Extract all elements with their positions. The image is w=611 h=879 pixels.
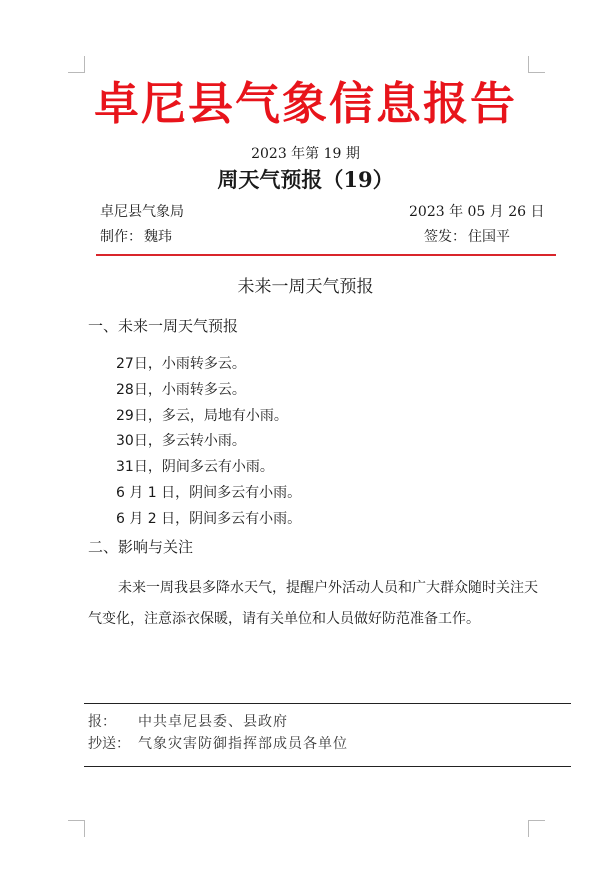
author-name: 魏玮 bbox=[144, 229, 172, 245]
forecast-item: 6 月 1 日，阴间多云有小雨。 bbox=[116, 484, 302, 501]
report-to-value: 中共卓尼县委、县政府 bbox=[138, 714, 288, 730]
forecast-item: 6 月 2 日，阴间多云有小雨。 bbox=[116, 510, 302, 527]
forecast-item: 30日，多云转小雨。 bbox=[116, 433, 246, 450]
crop-mark-top-left bbox=[68, 56, 85, 73]
signer-label: 签发： bbox=[424, 229, 466, 245]
distribution-bottom-rule bbox=[84, 766, 571, 767]
forecast-item: 28日，小雨转多云。 bbox=[116, 381, 246, 398]
section-heading-impact: 二、影响与关注 bbox=[88, 538, 194, 556]
author-label: 制作： bbox=[100, 229, 142, 245]
forecast-item: 27日，小雨转多云。 bbox=[116, 356, 246, 372]
signer-name: 住国平 bbox=[468, 229, 510, 245]
issue-date: 2023 年 05 月 26 日 bbox=[409, 204, 545, 220]
distribution-top-rule bbox=[84, 703, 571, 704]
crop-mark-bottom-right bbox=[528, 820, 545, 837]
issue-number: 2023 年第 19 期 bbox=[251, 146, 360, 162]
crop-mark-bottom-left bbox=[68, 820, 85, 837]
forecast-item: 31日，阴间多云有小雨。 bbox=[116, 459, 274, 476]
signer-line bbox=[424, 227, 510, 247]
masthead-title: 卓尼县气象信息报告 bbox=[93, 77, 517, 130]
document-title: 未来一周天气预报 bbox=[237, 277, 374, 297]
copy-to-label: 抄送： bbox=[88, 736, 130, 752]
impact-paragraph: 未来一周我县多降水天气，提醒户外活动人员和广大群众随时关注天气变化，注意添衣保暖，请有关单位和人员做好防范准备工作。 bbox=[88, 580, 538, 627]
forecast-list bbox=[116, 352, 301, 533]
issuing-organization: 卓尼县气象局 bbox=[100, 204, 184, 220]
report-subtitle: 周天气预报（19） bbox=[217, 167, 394, 192]
crop-mark-top-right bbox=[528, 56, 545, 73]
report-to-line bbox=[88, 712, 288, 732]
author-line bbox=[100, 227, 172, 247]
forecast-item: 29日，多云，局地有小雨。 bbox=[116, 407, 288, 424]
section-heading-forecast: 一、未来一周天气预报 bbox=[88, 317, 239, 335]
copy-to-line bbox=[88, 734, 348, 754]
report-to-label: 报： bbox=[88, 714, 116, 730]
copy-to-value: 气象灾害防御指挥部成员各单位 bbox=[138, 736, 348, 752]
red-divider bbox=[96, 254, 556, 256]
